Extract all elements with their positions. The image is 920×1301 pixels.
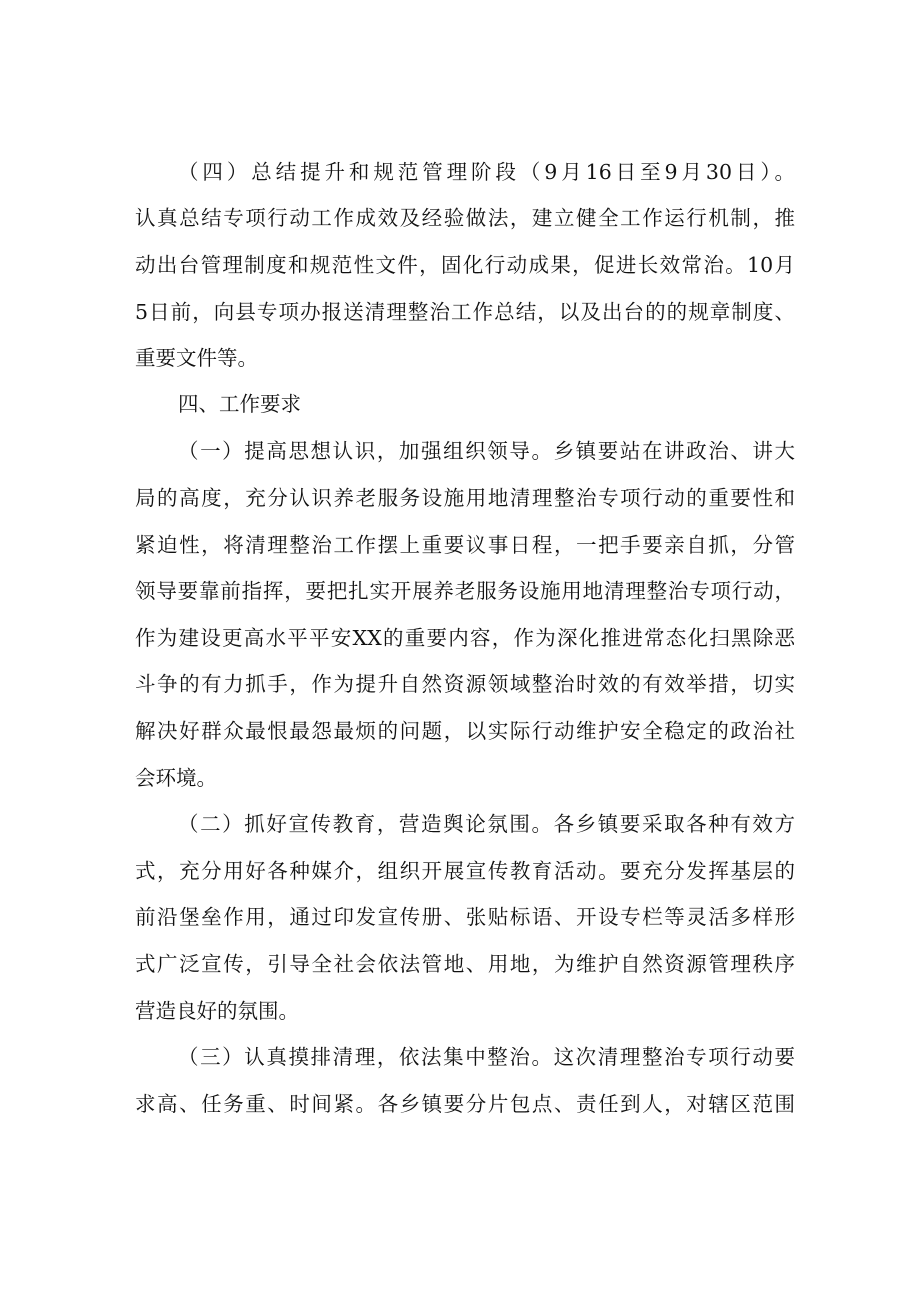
requirement-2-line: 式，充分用好各种媒介，组织开展宣传教育活动。要充分发挥基层的: [135, 859, 795, 883]
requirement-1-line: 紧迫性，将清理整治工作摆上重要议事日程，一把手要亲自抓，分管: [135, 533, 795, 557]
requirement-2-line: 式广泛宣传，引导全社会依法管地、用地，为维护自然资源管理秩序: [135, 952, 795, 976]
requirement-2-line: 营造良好的氛围。: [135, 999, 299, 1023]
requirement-2-line: 前沿堡垒作用，通过印发宣传册、张贴标语、开设专栏等灵活多样形: [135, 905, 795, 929]
requirement-1-line: 局的高度，充分认识养老服务设施用地清理整治专项行动的重要性和: [135, 486, 795, 510]
requirement-1-line: 会环境。: [135, 766, 217, 790]
requirement-1-line: （一）提高思想认识，加强组织领导。乡镇要站在讲政治、讲大: [178, 439, 795, 463]
section-heading: 四、工作要求: [178, 392, 301, 416]
requirement-3-line: （三）认真摸排清理，依法集中整治。这次清理整治专项行动要: [178, 1045, 795, 1069]
requirement-1-line: 作为建设更高水平平安XX的重要内容，作为深化推进常态化扫黑除恶: [135, 626, 795, 650]
paragraph-4-line: 认真总结专项行动工作成效及经验做法，建立健全工作运行机制，推: [135, 206, 795, 230]
paragraph-4-line: 动出台管理制度和规范性文件，固化行动成果，促进长效常治。10月: [135, 253, 795, 277]
requirement-1-line: 斗争的有力抓手，作为提升自然资源领域整治时效的有效举措，切实: [135, 672, 795, 696]
paragraph-4-heading-line: （四）总结提升和规范管理阶段（9月16日至9月30日）。: [178, 160, 795, 184]
paragraph-4-line: 重要文件等。: [135, 346, 258, 370]
requirement-3-line: 求高、任务重、时间紧。各乡镇要分片包点、责任到人，对辖区范围: [135, 1092, 795, 1116]
requirement-1-line: 解决好群众最恨最怨最烦的问题，以实际行动维护安全稳定的政治社: [135, 719, 795, 743]
paragraph-4-line: 5日前，向县专项办报送清理整治工作总结，以及出台的的规章制度、: [135, 300, 795, 324]
requirement-1-line: 领导要靠前指挥，要把扎实开展养老服务设施用地清理整治专项行动，: [135, 579, 795, 603]
requirement-2-line: （二）抓好宣传教育，营造舆论氛围。各乡镇要采取各种有效方: [178, 812, 795, 836]
